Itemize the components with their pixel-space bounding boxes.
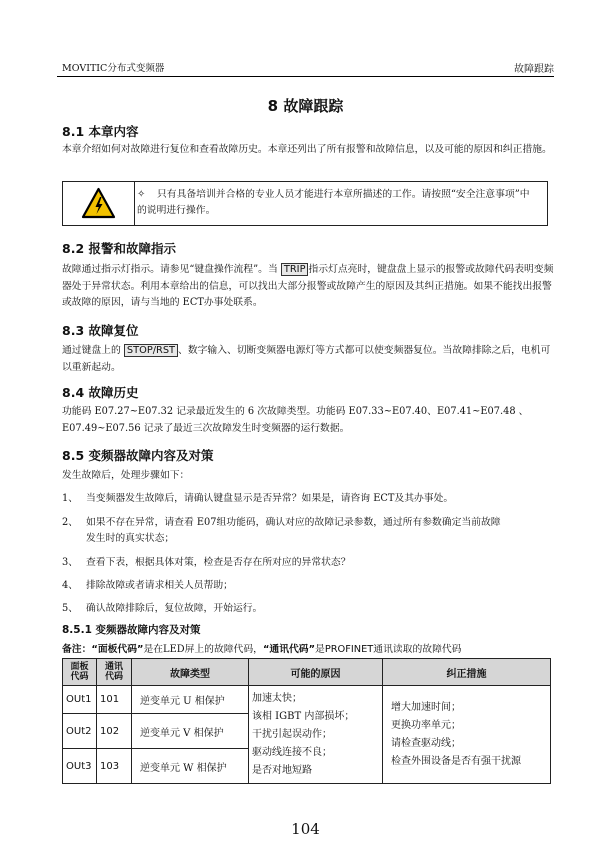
cell-fault-type: [132, 714, 249, 749]
header-comm-code-line1: 通讯: [104, 662, 123, 672]
header-fault-type: 故障类型: [132, 659, 249, 686]
warning-bullet: ✧: [137, 189, 146, 200]
procedure-step-2: [62, 515, 554, 547]
cause-item: 是否对地短路: [252, 764, 312, 776]
text-8-3-b: 、数字输入、切断变频器电源灯等方式都可以使变频器复位。当故障排除之后，电机可以重新起动。: [62, 345, 551, 373]
section-heading-8-3: 8.3 故障复位: [62, 323, 139, 338]
header-panel-code: [63, 659, 97, 686]
step-number: 2、: [62, 517, 79, 528]
fault-type-text: 逆变单元 U 相保护: [140, 696, 225, 707]
step-text: 如果不存在异常，请查看 E07组功能码，确认对应的故障记录参数，通过所有参数确定当前故障: [86, 517, 501, 528]
note-comm-code-term: “通讯代码”: [262, 644, 316, 655]
procedure-step-5: [62, 601, 554, 617]
procedure-step-3: [62, 555, 554, 571]
table-note: [62, 641, 461, 655]
section-heading-8-2: 8.2 报警和故障指示: [62, 241, 176, 256]
step-number: 5、: [62, 603, 79, 614]
cell-fault-type: [132, 749, 249, 784]
cell-fault-type: [132, 686, 249, 714]
step-text: 排除故障或者请求相关人员帮助；: [86, 580, 233, 591]
warning-icon-cell: [63, 182, 135, 225]
section-heading-8-5: 8.5 变频器故障内容及对策: [62, 448, 214, 463]
cell-panel-code: OUt1: [63, 686, 97, 714]
cause-item: 驱动线连接不良；: [252, 746, 332, 758]
fault-table: [62, 658, 551, 784]
remedy-item: 更换功率单元；: [391, 719, 461, 731]
text-8-2-b: 指示灯点亮时，键盘盘上显示的报警或故障代码表明变频器处于异常状态。利用本章给出的信息，可以找出大部分报警或故障产生的原因及其纠正措施。如果不能找出报警或故障的原因，请与当地的 ECT办事处联系。: [62, 264, 554, 308]
procedure-step-1: [62, 491, 554, 507]
step-text: 确认故障排除后，复位故障，开始运行。: [86, 603, 263, 614]
cell-panel-code: OUt2: [63, 714, 97, 749]
note-text-1: 是在LED屏上的故障代码，: [143, 644, 263, 655]
step-text-continued: 发生时的真实状态；: [86, 533, 175, 544]
header-panel-code-line2: 代码: [70, 672, 89, 682]
trip-key-label: TRIP: [281, 263, 309, 276]
section-text-8-1: 本章介绍如何对故障进行复位和查看故障历史。本章还列出了所有报警和故障信息，以及可能的原因和纠正措施。: [62, 144, 552, 155]
cause-item: 干扰引起误动作；: [252, 728, 332, 740]
text-8-3-a: 通过键盘上的: [62, 345, 121, 356]
cause-item: 加速太快；: [252, 692, 302, 704]
table-header-row: [63, 659, 551, 686]
cell-comm-code: 103: [97, 749, 132, 784]
header-cause: 可能的原因: [249, 659, 383, 686]
step-number: 1、: [62, 493, 79, 504]
cell-comm-code: 101: [97, 686, 132, 714]
section-text-8-4: 功能码 E07.27~E07.32 记录最近发生的 6 次故障类型。功能码 E07.33~E07.40、E07.41~E07.48 、E07.49~E07.56 记录了最近三次故障发生时变频器的运行数据。: [62, 406, 529, 434]
fault-type-text: 逆变单元 V 相保护: [140, 727, 224, 739]
subsection-heading-8-5-1: 8.5.1 变频器故障内容及对策: [62, 624, 201, 636]
procedure-intro: 发生故障后，处理步骤如下：: [62, 470, 190, 481]
note-text-2: 是PROFINET通讯读取的故障代码: [315, 644, 462, 655]
procedure-step-4: [62, 578, 554, 594]
step-number: 4、: [62, 580, 79, 591]
cause-item: 该相 IGBT 内部损坏；: [252, 710, 355, 722]
text-8-2-a: 故障通过指示灯指示。请参见“键盘操作流程”。当: [62, 264, 278, 275]
note-panel-code-term: “面板代码”: [91, 644, 144, 655]
cell-comm-code: 102: [97, 714, 132, 749]
note-label: 备注：: [62, 644, 92, 655]
stop-rst-key-label: STOP/RST: [124, 344, 178, 357]
cell-panel-code: OUt3: [63, 749, 97, 784]
section-text-8-2: [62, 262, 554, 312]
chapter-title: 8 故障跟踪: [267, 97, 344, 115]
step-text: 当变频器发生故障后，请确认键盘显示是否异常？如果是，请咨询 ECT及其办事处。: [86, 493, 454, 504]
cell-remedies: [383, 686, 551, 784]
running-header-left: MOVITIC分布式变频器: [62, 63, 165, 74]
header-remedy: 纠正措施: [383, 659, 551, 686]
section-text-8-3: [62, 343, 554, 376]
step-text: 查看下表，根据具体对策，检查是否存在所对应的异常状态？: [86, 557, 351, 568]
high-voltage-warning-icon: [63, 182, 134, 225]
header-comm-code: [97, 659, 132, 686]
warning-text: 只有具备培训并合格的专业人员才能进行本章所描述的工作。请按照“安全注意事项”中的说明进行操作。: [137, 189, 530, 216]
remedy-item: 增大加速时间；: [391, 701, 461, 713]
running-header-right: 故障跟踪: [514, 64, 554, 75]
section-heading-8-4: 8.4 故障历史: [62, 385, 139, 400]
cell-causes: [249, 686, 383, 784]
header-rule: [57, 76, 554, 77]
warning-text-block: [137, 187, 537, 219]
section-heading-8-1: 8.1 本章内容: [62, 124, 139, 139]
step-number: 3、: [62, 557, 79, 568]
fault-type-text: 逆变单元 W 相保护: [140, 762, 227, 774]
page-number: 104: [291, 820, 320, 838]
remedy-item: 请检查驱动线；: [391, 737, 461, 749]
warning-box: [62, 181, 548, 226]
header-comm-code-line2: 代码: [104, 672, 123, 682]
remedy-item: 检查外围设备是否有强干扰源: [391, 755, 521, 767]
table-row: [63, 686, 551, 714]
header-panel-code-line1: 面板: [70, 662, 89, 672]
